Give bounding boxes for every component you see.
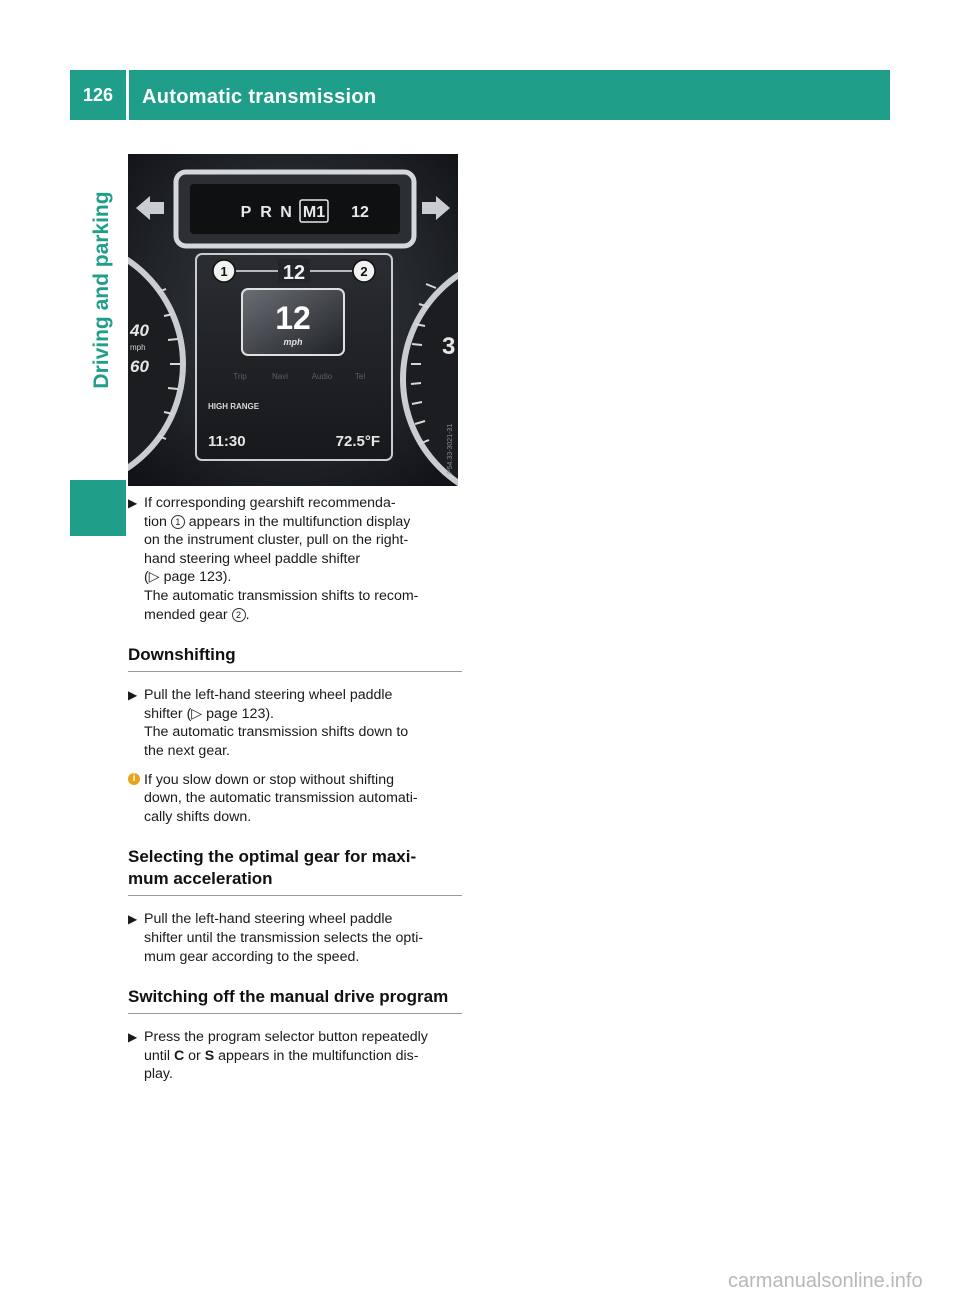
left-gauge-unit: mph — [130, 343, 146, 352]
info-note: i If you slow down or stop without shifting down, the automatic transmission automati- cally shifts down. — [128, 771, 462, 827]
heading-optimal-gear: Selecting the optimal gear for maxi- mum acceleration — [128, 846, 462, 896]
gear-r: R — [260, 204, 272, 221]
chapter-title: Automatic transmission — [142, 86, 377, 108]
menu-item-tel: Tel — [354, 372, 366, 381]
step-arrow-icon: ▶ — [128, 688, 138, 703]
image-code: P54.33-3021-31 — [447, 423, 454, 474]
heading-downshifting: Downshifting — [128, 644, 462, 672]
step-switch-off: ▶ Press the program selector button repeatedly until C or S appears in the multifunction dis- play. — [128, 1029, 428, 1083]
left-gauge-tick-40: 40 — [130, 321, 149, 340]
step-downshift: ▶ Pull the left-hand steering wheel paddle shifter (▷ page 123). The automatic transmission shifts down to the next gear. — [128, 686, 462, 760]
gear-12: 12 — [351, 204, 369, 221]
program-c: C — [173, 1047, 185, 1064]
step-upshift: ▶ If corresponding gearshift recommenda- tion 1 appears in the multifunction display on the instrument cluster, pull on the right- hand steering wheel paddle shifter (▷ page 123). The automatic transmission shifts to recom- mended gear 2 . — [128, 494, 462, 624]
menu-item-trip: Trip — [233, 372, 247, 381]
program-s: S — [204, 1047, 215, 1064]
info-icon: i — [128, 773, 140, 785]
page-number: 126 — [82, 84, 114, 105]
header-divider — [126, 70, 129, 120]
gear-n: N — [280, 204, 292, 221]
page-ref[interactable]: shifter (▷ page 123). — [144, 705, 274, 722]
step-arrow-icon: ▶ — [128, 912, 138, 927]
callout-2-ref: 2 — [232, 608, 246, 622]
side-tab — [82, 100, 122, 480]
clock: 11:30 — [208, 433, 246, 450]
gear-m1: M1 — [302, 204, 326, 221]
gear-p: P — [240, 204, 252, 221]
svg-text:1: 1 — [220, 264, 228, 279]
callout-1-ref: 1 — [171, 515, 185, 529]
menu-item-navi: Navi — [271, 372, 289, 381]
content — [128, 494, 462, 1094]
recommended-gear: 12 — [282, 262, 306, 284]
temperature: 72.5°F — [335, 433, 380, 450]
instrument-cluster-figure — [128, 154, 458, 486]
page-ref[interactable]: (▷ page 123). — [144, 569, 232, 586]
step-optimal-gear: ▶ Pull the left-hand steering wheel paddle shifter until the transmission selects the opti- mum gear according to the speed. — [128, 911, 424, 965]
left-gauge-tick-60: 60 — [130, 357, 149, 376]
range-text: HIGH RANGE — [208, 402, 260, 411]
menu-item-audio: Audio — [311, 372, 333, 381]
right-gauge-tick: 3 — [442, 333, 456, 360]
watermark: carmanualsonline.info — [728, 1270, 923, 1292]
heading-switch-off: Switching off the manual drive program — [128, 986, 462, 1014]
speed-value: 12 — [275, 300, 311, 336]
speed-unit: mph — [283, 337, 303, 347]
side-tab-label: Driving and parking — [90, 191, 113, 389]
side-tab-block — [70, 480, 126, 536]
svg-text:2: 2 — [360, 264, 368, 279]
step-arrow-icon: ▶ — [128, 1030, 138, 1045]
multifunction-display — [196, 254, 392, 460]
step-arrow-icon: ▶ — [128, 496, 138, 510]
